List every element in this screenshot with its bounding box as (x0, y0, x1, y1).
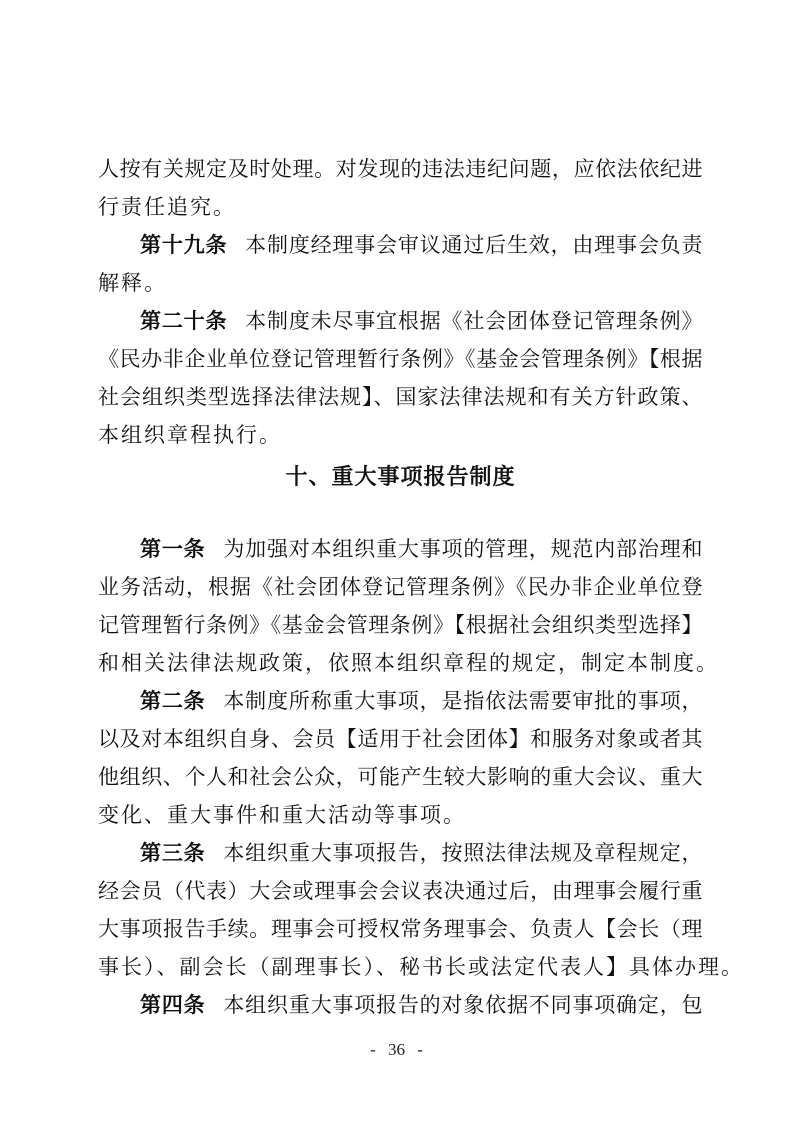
text-line: 行责任追究。 (98, 195, 236, 219)
text-line: 和相关法律法规政策，依照本组织章程的规定，制定本制度。 (98, 651, 719, 675)
article-paragraph (98, 302, 703, 454)
article-number: 第十九条 (140, 233, 228, 257)
text-line: 变化、重大事件和重大活动等事项。 (98, 803, 466, 827)
text-line: 第四条 本组织重大事项报告的对象依据不同事项确定，包 (140, 993, 704, 1017)
article-paragraph (98, 986, 703, 1024)
text-line: 第二条 本制度所称重大事项，是指依法需要审批的事项， (140, 689, 704, 713)
text-line: 解释。 (98, 271, 167, 295)
text-line: 《民办非企业单位登记管理暂行条例》《基金会管理条例》【根据 (98, 347, 703, 371)
text-line: 第十九条 本制度经理事会审议通过后生效，由理事会负责 (140, 233, 704, 257)
text-line: 经会员（代表）大会或理事会会议表决通过后，由理事会履行重 (98, 879, 703, 903)
text-line: 第三条 本组织重大事项报告，按照法律法规及章程规定， (140, 841, 704, 865)
article-number: 第三条 (140, 841, 206, 865)
section-heading: 十、重大事项报告制度 (285, 464, 516, 489)
article-paragraph (98, 530, 719, 682)
text-line: 他组织、个人和社会公众，可能产生较大影响的重大会议、重大 (98, 765, 703, 789)
text-block-before-heading (98, 150, 703, 454)
text-line: 事长）、副会长（副理事长）、秘书长或法定代表人】具体办理。 (98, 955, 744, 979)
text-line: 第二十条 本制度未尽事宜根据《社会团体登记管理条例》 (140, 309, 704, 333)
text-line: 本组织章程执行。 (98, 423, 282, 447)
text-line: 第一条 为加强对本组织重大事项的管理，规范内部治理和 (140, 537, 704, 561)
text-block-after-heading (98, 530, 744, 1024)
text-line: 大事项报告手续。理事会可授权常务理事会、负责人【会长（理 (98, 917, 703, 941)
text-line: 业务活动，根据《社会团体登记管理条例》《民办非企业单位登 (98, 575, 703, 599)
text-line: 记管理暂行条例》《基金会管理条例》【根据社会组织类型选择】 (98, 613, 703, 637)
text-line: 人按有关规定及时处理。对发现的违法违纪问题，应依法依纪进 (98, 157, 703, 181)
page-number: - 36 - (370, 1040, 423, 1059)
article-number: 第四条 (140, 993, 206, 1017)
continuation-paragraph (98, 150, 703, 226)
article-paragraph (98, 682, 703, 834)
page-content (98, 150, 744, 1024)
text-line: 社会组织类型选择法律法规】、国家法律法规和有关方针政策、 (98, 385, 703, 409)
article-paragraph (98, 834, 744, 986)
article-paragraph (98, 226, 703, 302)
text-line: 以及对本组织自身、会员【适用于社会团体】和服务对象或者其 (98, 727, 703, 751)
article-number: 第二十条 (140, 309, 228, 333)
article-number: 第二条 (140, 689, 206, 713)
article-number: 第一条 (140, 537, 206, 561)
